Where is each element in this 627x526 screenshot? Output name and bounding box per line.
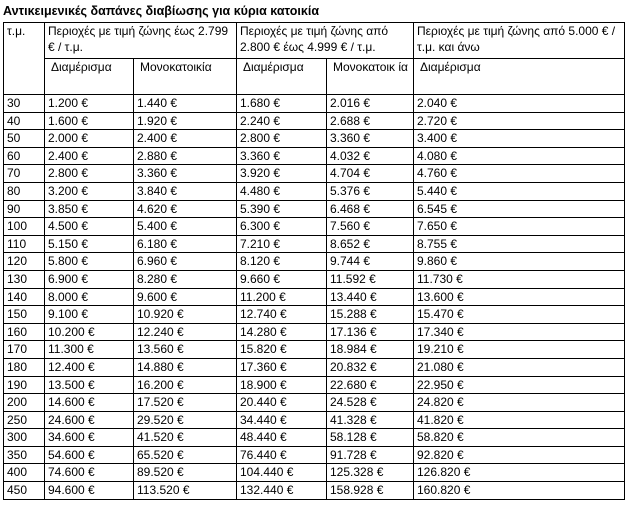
header-zone-1: Περιοχές με τιμή ζώνης έως 2.799 € / τ.μ. <box>45 23 237 59</box>
cell-apartment-zone-2: 18.900 € <box>237 376 327 394</box>
cell-apartment-zone-2: 7.210 € <box>237 235 327 253</box>
cell-apartment-zone-2: 20.440 € <box>237 394 327 412</box>
table-row <box>4 218 625 236</box>
cell-apartment-zone-3: 126.820 € <box>414 464 625 482</box>
cell-apartment-zone-1: 24.600 € <box>45 411 134 429</box>
cell-sqm: 120 <box>4 253 45 271</box>
cell-sqm: 190 <box>4 376 45 394</box>
cell-sqm: 400 <box>4 464 45 482</box>
cell-house-zone-1: 1.920 € <box>134 112 237 130</box>
cell-house-zone-1: 65.520 € <box>134 446 237 464</box>
table-row <box>4 323 625 341</box>
cell-apartment-zone-1: 2.400 € <box>45 147 134 165</box>
cell-apartment-zone-2: 34.440 € <box>237 411 327 429</box>
cell-house-zone-2: 158.928 € <box>327 482 414 500</box>
table-row <box>4 270 625 288</box>
cell-house-zone-1: 2.400 € <box>134 130 237 148</box>
cell-house-zone-2: 2.016 € <box>327 95 414 113</box>
cell-house-zone-2: 17.136 € <box>327 323 414 341</box>
table-row <box>4 288 625 306</box>
cell-house-zone-2: 4.032 € <box>327 147 414 165</box>
cell-apartment-zone-2: 5.390 € <box>237 200 327 218</box>
cell-apartment-zone-1: 14.600 € <box>45 394 134 412</box>
cell-apartment-zone-2: 2.800 € <box>237 130 327 148</box>
table-row <box>4 306 625 324</box>
header-apartment-zone-3: Διαμέρισμα <box>414 59 625 95</box>
cell-apartment-zone-1: 5.150 € <box>45 235 134 253</box>
cell-apartment-zone-1: 34.600 € <box>45 429 134 447</box>
cell-sqm: 90 <box>4 200 45 218</box>
cell-house-zone-1: 113.520 € <box>134 482 237 500</box>
cell-apartment-zone-3: 17.340 € <box>414 323 625 341</box>
cell-apartment-zone-3: 8.755 € <box>414 235 625 253</box>
cell-apartment-zone-3: 15.470 € <box>414 306 625 324</box>
cell-house-zone-2: 22.680 € <box>327 376 414 394</box>
cell-sqm: 150 <box>4 306 45 324</box>
cell-apartment-zone-1: 9.100 € <box>45 306 134 324</box>
cell-apartment-zone-2: 17.360 € <box>237 358 327 376</box>
cell-house-zone-1: 17.520 € <box>134 394 237 412</box>
cell-apartment-zone-2: 76.440 € <box>237 446 327 464</box>
cell-apartment-zone-3: 3.400 € <box>414 130 625 148</box>
cell-apartment-zone-2: 1.680 € <box>237 95 327 113</box>
cell-apartment-zone-3: 58.820 € <box>414 429 625 447</box>
cell-apartment-zone-3: 41.820 € <box>414 411 625 429</box>
header-zone-2: Περιοχές με τιμή ζώνης από 2.800 € έως 4.999 € / τ.μ. <box>237 23 414 59</box>
cell-house-zone-1: 41.520 € <box>134 429 237 447</box>
cell-sqm: 180 <box>4 358 45 376</box>
cell-sqm: 300 <box>4 429 45 447</box>
cell-house-zone-1: 5.400 € <box>134 218 237 236</box>
cell-apartment-zone-2: 3.920 € <box>237 165 327 183</box>
cell-house-zone-2: 7.560 € <box>327 218 414 236</box>
cell-house-zone-2: 41.328 € <box>327 411 414 429</box>
cell-house-zone-1: 6.180 € <box>134 235 237 253</box>
table-row <box>4 464 625 482</box>
cell-apartment-zone-1: 2.000 € <box>45 130 134 148</box>
cell-house-zone-1: 12.240 € <box>134 323 237 341</box>
cell-apartment-zone-3: 19.210 € <box>414 341 625 359</box>
table-title: Αντικειμενικές δαπάνες διαβίωσης για κύρια κατοικία <box>3 4 320 18</box>
cell-apartment-zone-2: 15.820 € <box>237 341 327 359</box>
cell-apartment-zone-1: 1.600 € <box>45 112 134 130</box>
cell-house-zone-1: 1.440 € <box>134 95 237 113</box>
cell-sqm: 450 <box>4 482 45 500</box>
cell-house-zone-1: 14.880 € <box>134 358 237 376</box>
cell-house-zone-1: 8.280 € <box>134 270 237 288</box>
cost-table <box>3 22 625 500</box>
table-row <box>4 429 625 447</box>
table-row <box>4 130 625 148</box>
cell-house-zone-2: 6.468 € <box>327 200 414 218</box>
cell-apartment-zone-2: 132.440 € <box>237 482 327 500</box>
cell-apartment-zone-3: 5.440 € <box>414 182 625 200</box>
cell-sqm: 200 <box>4 394 45 412</box>
cell-apartment-zone-3: 6.545 € <box>414 200 625 218</box>
header-zone-3: Περιοχές με τιμή ζώνης από 5.000 € / τ.μ. και άνω <box>414 23 625 59</box>
cell-house-zone-2: 125.328 € <box>327 464 414 482</box>
cell-sqm: 100 <box>4 218 45 236</box>
cell-apartment-zone-2: 11.200 € <box>237 288 327 306</box>
cell-apartment-zone-1: 13.500 € <box>45 376 134 394</box>
cell-house-zone-2: 91.728 € <box>327 446 414 464</box>
table-row <box>4 165 625 183</box>
cell-house-zone-1: 4.620 € <box>134 200 237 218</box>
cell-apartment-zone-2: 6.300 € <box>237 218 327 236</box>
header-row-zones <box>4 23 625 59</box>
cell-apartment-zone-1: 2.800 € <box>45 165 134 183</box>
cell-house-zone-2: 5.376 € <box>327 182 414 200</box>
cell-sqm: 170 <box>4 341 45 359</box>
cell-house-zone-2: 24.528 € <box>327 394 414 412</box>
cell-sqm: 140 <box>4 288 45 306</box>
cell-house-zone-2: 20.832 € <box>327 358 414 376</box>
cell-sqm: 40 <box>4 112 45 130</box>
cell-apartment-zone-1: 5.800 € <box>45 253 134 271</box>
cell-house-zone-2: 2.688 € <box>327 112 414 130</box>
cell-apartment-zone-2: 9.660 € <box>237 270 327 288</box>
header-apartment-zone-2: Διαμέρισμα <box>237 59 327 95</box>
cell-apartment-zone-1: 12.400 € <box>45 358 134 376</box>
table-row <box>4 112 625 130</box>
cell-apartment-zone-1: 6.900 € <box>45 270 134 288</box>
cell-apartment-zone-3: 4.080 € <box>414 147 625 165</box>
cell-apartment-zone-3: 11.730 € <box>414 270 625 288</box>
header-house-zone-2: Μονοκατοικ ία <box>327 59 414 95</box>
table-row <box>4 376 625 394</box>
cell-apartment-zone-1: 94.600 € <box>45 482 134 500</box>
table-row <box>4 341 625 359</box>
cell-apartment-zone-3: 4.760 € <box>414 165 625 183</box>
cell-house-zone-2: 8.652 € <box>327 235 414 253</box>
header-row-types <box>4 59 625 95</box>
cell-apartment-zone-1: 4.500 € <box>45 218 134 236</box>
cell-sqm: 70 <box>4 165 45 183</box>
cell-apartment-zone-2: 4.480 € <box>237 182 327 200</box>
cell-house-zone-1: 3.360 € <box>134 165 237 183</box>
cell-house-zone-2: 4.704 € <box>327 165 414 183</box>
cell-house-zone-1: 16.200 € <box>134 376 237 394</box>
cell-house-zone-2: 18.984 € <box>327 341 414 359</box>
cell-house-zone-2: 9.744 € <box>327 253 414 271</box>
cell-apartment-zone-1: 74.600 € <box>45 464 134 482</box>
cell-apartment-zone-3: 92.820 € <box>414 446 625 464</box>
cell-sqm: 160 <box>4 323 45 341</box>
cell-house-zone-1: 2.880 € <box>134 147 237 165</box>
cell-apartment-zone-1: 8.000 € <box>45 288 134 306</box>
cell-apartment-zone-1: 54.600 € <box>45 446 134 464</box>
table-row <box>4 358 625 376</box>
cell-apartment-zone-3: 7.650 € <box>414 218 625 236</box>
table-row <box>4 182 625 200</box>
cell-apartment-zone-2: 2.240 € <box>237 112 327 130</box>
cell-house-zone-2: 3.360 € <box>327 130 414 148</box>
table-row <box>4 482 625 500</box>
cell-apartment-zone-3: 2.040 € <box>414 95 625 113</box>
cell-apartment-zone-3: 2.720 € <box>414 112 625 130</box>
cell-apartment-zone-3: 21.080 € <box>414 358 625 376</box>
cell-apartment-zone-3: 13.600 € <box>414 288 625 306</box>
cell-house-zone-1: 89.520 € <box>134 464 237 482</box>
table-body <box>4 95 625 500</box>
cell-sqm: 80 <box>4 182 45 200</box>
header-sqm: τ.μ. <box>4 23 45 95</box>
table-row <box>4 147 625 165</box>
cell-apartment-zone-2: 14.280 € <box>237 323 327 341</box>
cell-house-zone-1: 9.600 € <box>134 288 237 306</box>
cell-apartment-zone-3: 22.950 € <box>414 376 625 394</box>
cell-sqm: 250 <box>4 411 45 429</box>
table-row <box>4 446 625 464</box>
cell-apartment-zone-2: 8.120 € <box>237 253 327 271</box>
cell-house-zone-2: 11.592 € <box>327 270 414 288</box>
cell-house-zone-1: 29.520 € <box>134 411 237 429</box>
cell-house-zone-1: 10.920 € <box>134 306 237 324</box>
cell-sqm: 50 <box>4 130 45 148</box>
cell-sqm: 30 <box>4 95 45 113</box>
cell-house-zone-1: 3.840 € <box>134 182 237 200</box>
table-row <box>4 411 625 429</box>
cell-house-zone-2: 13.440 € <box>327 288 414 306</box>
cell-house-zone-2: 15.288 € <box>327 306 414 324</box>
cell-apartment-zone-3: 160.820 € <box>414 482 625 500</box>
table-row <box>4 95 625 113</box>
cell-apartment-zone-3: 24.820 € <box>414 394 625 412</box>
header-apartment-zone-1: Διαμέρισμα <box>45 59 134 95</box>
cell-apartment-zone-1: 3.850 € <box>45 200 134 218</box>
cell-sqm: 60 <box>4 147 45 165</box>
cell-apartment-zone-1: 3.200 € <box>45 182 134 200</box>
cell-sqm: 130 <box>4 270 45 288</box>
table-row <box>4 235 625 253</box>
table-row <box>4 253 625 271</box>
cell-apartment-zone-2: 3.360 € <box>237 147 327 165</box>
cell-apartment-zone-3: 9.860 € <box>414 253 625 271</box>
cell-sqm: 350 <box>4 446 45 464</box>
cell-apartment-zone-2: 48.440 € <box>237 429 327 447</box>
cell-apartment-zone-1: 11.300 € <box>45 341 134 359</box>
table-row <box>4 200 625 218</box>
cell-house-zone-2: 58.128 € <box>327 429 414 447</box>
cell-apartment-zone-2: 104.440 € <box>237 464 327 482</box>
table-row <box>4 394 625 412</box>
cell-apartment-zone-1: 10.200 € <box>45 323 134 341</box>
cell-apartment-zone-1: 1.200 € <box>45 95 134 113</box>
cell-house-zone-1: 6.960 € <box>134 253 237 271</box>
cell-house-zone-1: 13.560 € <box>134 341 237 359</box>
cell-apartment-zone-2: 12.740 € <box>237 306 327 324</box>
header-house-zone-1: Μονοκατοικία <box>134 59 237 95</box>
cell-sqm: 110 <box>4 235 45 253</box>
